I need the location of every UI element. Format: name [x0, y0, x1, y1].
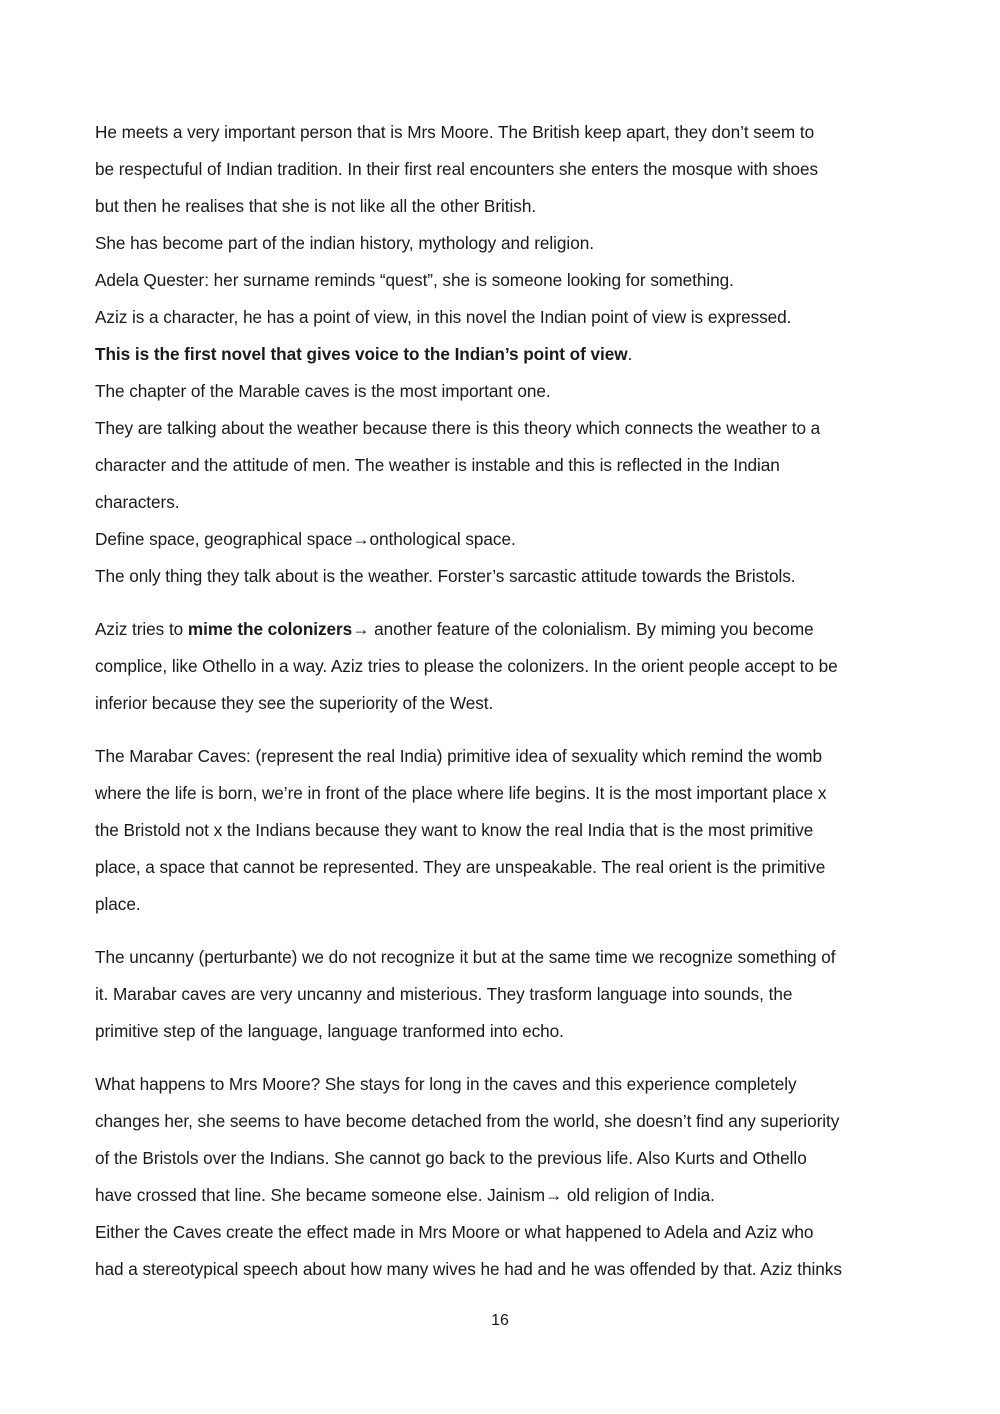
arrow-right-icon: → — [352, 529, 370, 549]
text-line: Aziz is a character, he has a point of view, in this novel the Indian point of view is expressed. — [95, 307, 792, 327]
bold-statement: This is the first novel that gives voice to the Indian’s point of view — [95, 344, 628, 364]
text-line: They are talking about the weather because there is this theory which connects the weather to a — [95, 418, 821, 438]
text-line: the Bristold not x the Indians because they want to know the real India that is the most primitive — [95, 820, 814, 840]
text-line: The chapter of the Marable caves is the most important one. — [95, 381, 551, 401]
text-line: inferior because they see the superiority of the West. — [95, 693, 494, 713]
arrow-right-icon: → — [545, 1185, 563, 1205]
text-line: it. Marabar caves are very uncanny and misterious. They trasform language into sounds, the — [95, 984, 793, 1004]
text-line: He meets a very important person that is Mrs Moore. The British keep apart, they don’t seem to — [95, 122, 815, 142]
text-line: where the life is born, we’re in front of the place where life begins. It is the most important place x — [95, 783, 827, 803]
jainism-line — [95, 1177, 907, 1214]
text-line: Adela Quester: her surname reminds “quest”, she is someone looking for something. — [95, 270, 734, 290]
text-line: What happens to Mrs Moore? She stays for long in the caves and this experience completely — [95, 1074, 797, 1094]
document-body — [95, 114, 907, 1288]
text-line: complice, like Othello in a way. Aziz tries to please the colonizers. In the orient people accept to be — [95, 656, 838, 676]
text-line: place, a space that cannot be represented. They are unspeakable. The real orient is the primitive — [95, 857, 826, 877]
text-line: The only thing they talk about is the weather. Forster’s sarcastic attitude towards the Bristols. — [95, 566, 796, 586]
mime-bold: mime the colonizers — [187, 619, 353, 639]
text-line: place. — [95, 894, 141, 914]
text-line: The uncanny (perturbante) we do not recognize it but at the same time we recognize something of — [95, 947, 836, 967]
mime-line — [95, 611, 907, 648]
jainism-start: have crossed that line. She became someone else. Jainism — [95, 1185, 546, 1205]
text-line: The Marabar Caves: (represent the real India) primitive idea of sexuality which remind the womb — [95, 746, 822, 766]
arrow-right-icon: → — [352, 619, 370, 639]
text-line: changes her, she seems to have become detached from the world, she doesn’t find any superiority — [95, 1111, 840, 1131]
bold-statement-period: . — [627, 344, 633, 364]
text-line: but then he realises that she is not like all the other British. — [95, 196, 537, 216]
mime-prefix: Aziz tries to — [95, 619, 188, 639]
space-definition-line — [95, 521, 907, 558]
mime-suffix: another feature of the colonialism. By miming you become — [369, 619, 814, 639]
space-definition-start: Define space, geographical space — [95, 529, 353, 549]
space-definition-end: onthological space. — [369, 529, 516, 549]
page-number: 16 — [491, 1312, 509, 1329]
text-line: of the Bristols over the Indians. She cannot go back to the previous life. Also Kurts and Othello — [95, 1148, 807, 1168]
jainism-end: old religion of India. — [562, 1185, 715, 1205]
text-line: primitive step of the language, language tranformed into echo. — [95, 1021, 564, 1041]
text-line: had a stereotypical speech about how many wives he had and he was offended by that. Aziz thinks — [95, 1259, 842, 1279]
text-line: be respectuful of Indian tradition. In their first real encounters she enters the mosque with shoes — [95, 159, 819, 179]
text-line: character and the attitude of men. The weather is instable and this is reflected in the Indian — [95, 455, 780, 475]
text-line: She has become part of the indian history, mythology and religion. — [95, 233, 594, 253]
text-line: Either the Caves create the effect made in Mrs Moore or what happened to Adela and Aziz who — [95, 1222, 814, 1242]
bold-statement-line — [95, 336, 907, 373]
text-line: characters. — [95, 492, 180, 512]
